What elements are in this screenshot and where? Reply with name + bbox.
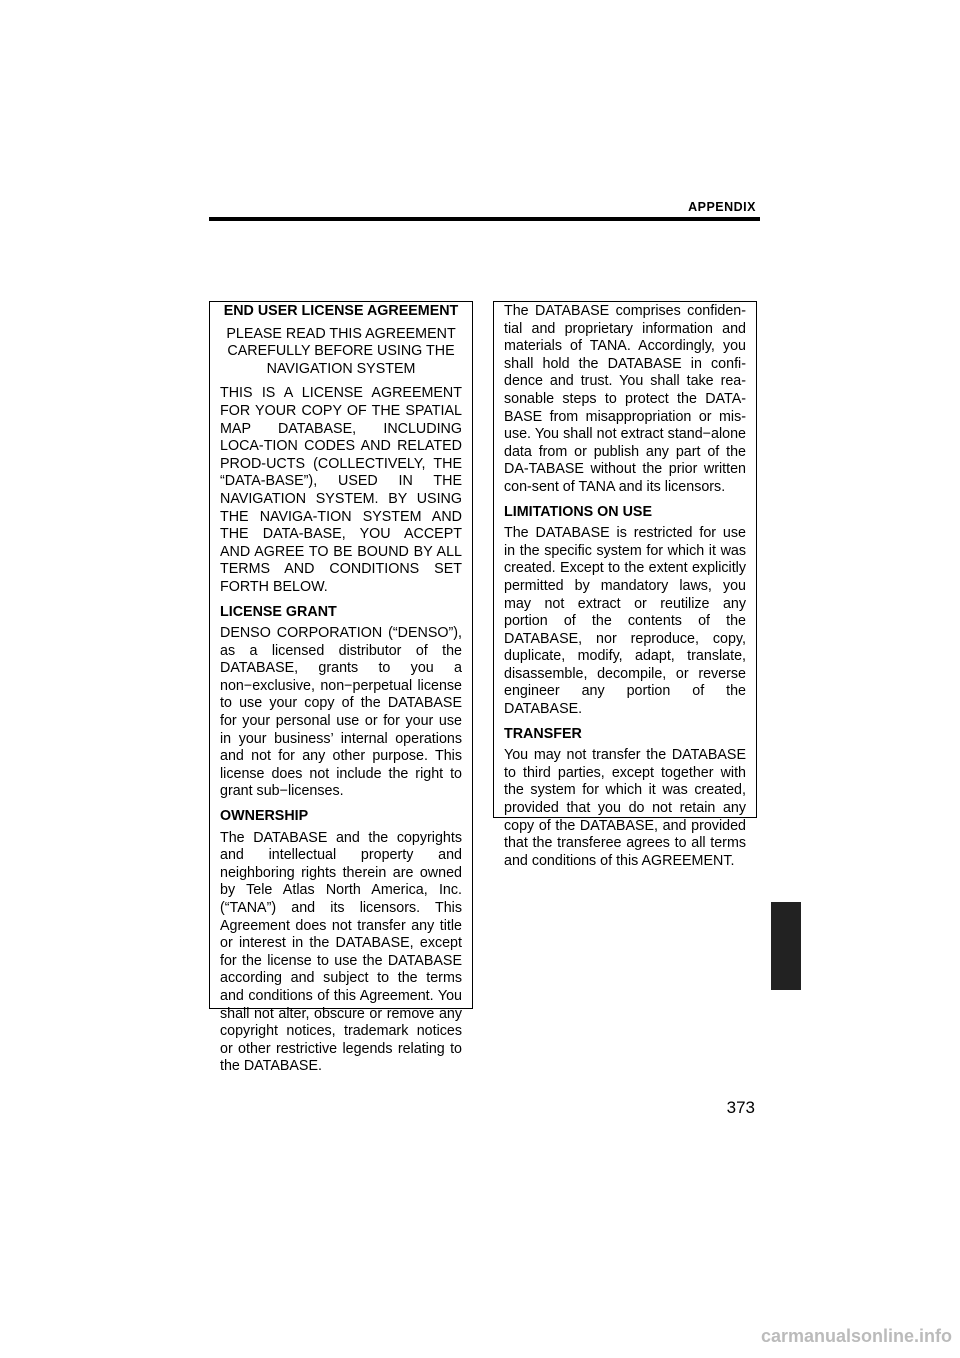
section-label: APPENDIX — [688, 200, 756, 214]
ownership-text: The DATABASE and the copyrights and intellectual property and neighboring rights therein are owned by Tele Atlas North America, Inc. (“TANA”) and its licensors. This Agreement does not transfer any title or interest in the DATABASE, except for the license to use the DATABASE according and subject to the terms and conditions of this Agreement. You shall not alter, obscure or remove any copyright notices, trademark notices or other restrictive legends relating to the DATABASE. — [220, 829, 462, 1075]
license-agreement-right-column — [493, 301, 757, 869]
confidentiality-text: The DATABASE comprises confiden-tial and proprietary information and materials of TANA. Accordingly, you shall hold the DATABASE in confi-dence and trust. You shall take rea-sonable steps to protect the DATA-BASE from misappropriation or mis-use. You shall not extract stand−alone data from or publish any part of the DA-TABASE without the prior written con-sent of TANA and its licensors. — [504, 303, 746, 495]
license-agreement-left-column — [209, 301, 473, 1075]
transfer-text: You may not transfer the DATABASE to third parties, except together with the system for which it was created, provided that you do not retain any copy of the DATABASE, and provided that the transferee agrees to all terms and conditions of this AGREEMENT. — [504, 747, 746, 869]
limitations-text: The DATABASE is restricted for use in the specific system for which it was created. Except to the extent explicitly permitted by mandatory laws, you may not extract or reutilize any portion of the contents of the DATABASE, nor reproduce, copy, duplicate, modify, adapt, translate, disassemble, decompile, or reverse engineer any portion of the DATABASE. — [504, 525, 746, 718]
license-grant-text: DENSO CORPORATION (“DENSO”), as a licensed distributor of the DATABASE, grants to you a non−exclusive, non−perpetual license to use your copy of the DATABASE for your personal use or for your use in your business’ internal operations and not for any other purpose. This license does not include the right to grant sub−licenses. — [220, 625, 462, 800]
read-notice: PLEASE READ THIS AGREEMENT CAREFULLY BEFORE USING THE NAVIGATION SYSTEM — [226, 325, 456, 377]
transfer-heading: TRANSFER — [504, 725, 582, 742]
agreement-intro: THIS IS A LICENSE AGREEMENT FOR YOUR COPY OF THE SPATIAL MAP DATABASE, INCLUDING LOCA-TION CODES AND RELATED PROD-UCTS (COLLECTIVELY, THE “DATA-BASE”), USED IN THE NAVIGATION SYSTEM. BY USING THE NAVIGA-TION SYSTEM AND THE DATA-BASE, YOU ACCEPT AND AGREE TO BE BOUND BY ALL TERMS AND CONDITIONS SET FORTH BELOW. — [220, 385, 462, 595]
page-number: 373 — [726, 1098, 755, 1117]
header-rule — [209, 217, 760, 221]
agreement-title: END USER LICENSE AGREEMENT — [223, 303, 459, 319]
license-grant-heading: LICENSE GRANT — [220, 603, 337, 620]
ownership-heading: OWNERSHIP — [220, 808, 309, 825]
chapter-tab — [771, 902, 801, 990]
watermark: carmanualsonline.info — [760, 1326, 952, 1346]
limitations-heading: LIMITATIONS ON USE — [504, 503, 652, 520]
